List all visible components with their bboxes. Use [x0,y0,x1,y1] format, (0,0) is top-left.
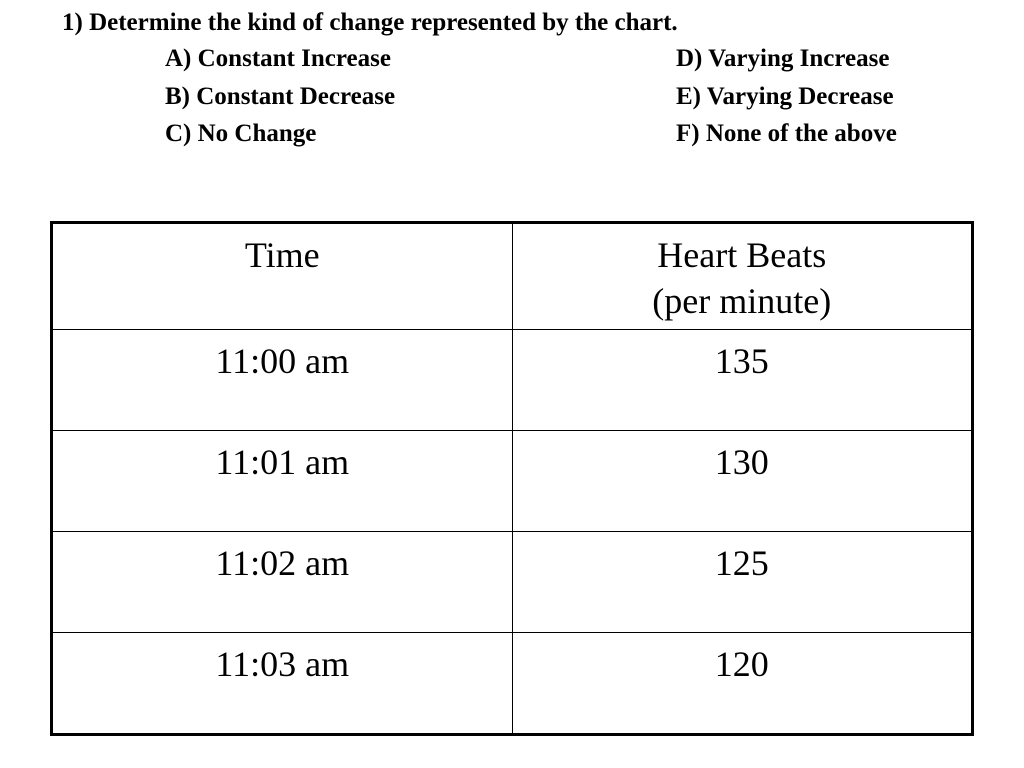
time-header-label: Time [244,235,320,275]
choice-f: F) None of the above [676,120,897,147]
choice-d: D) Varying Increase [676,45,890,72]
heart-beats-header-label: Heart Beats [657,235,827,275]
table-row [52,431,973,532]
choice-e: E) Varying Decrease [676,83,894,110]
time-cell: 11:00 am [52,330,513,431]
time-cell: 11:02 am [52,532,513,633]
choice-a: A) Constant Increase [165,45,391,72]
time-cell: 11:03 am [52,633,513,735]
beats-cell: 130 [512,431,973,532]
beats-cell: 120 [512,633,973,735]
table-row [52,532,973,633]
choice-c: C) No Change [165,120,317,147]
question-text: 1) Determine the kind of change represented by the chart. [62,9,678,36]
heart-beats-header-unit: (per minute) [652,281,832,321]
heart-beats-column-header [512,223,973,330]
table-header-row [52,223,973,330]
heart-rate-table [50,221,974,736]
table-row [52,633,973,735]
time-column-header [52,223,513,330]
time-cell: 11:01 am [52,431,513,532]
beats-cell: 125 [512,532,973,633]
table-row [52,330,973,431]
choice-b: B) Constant Decrease [165,83,396,110]
beats-cell: 135 [512,330,973,431]
